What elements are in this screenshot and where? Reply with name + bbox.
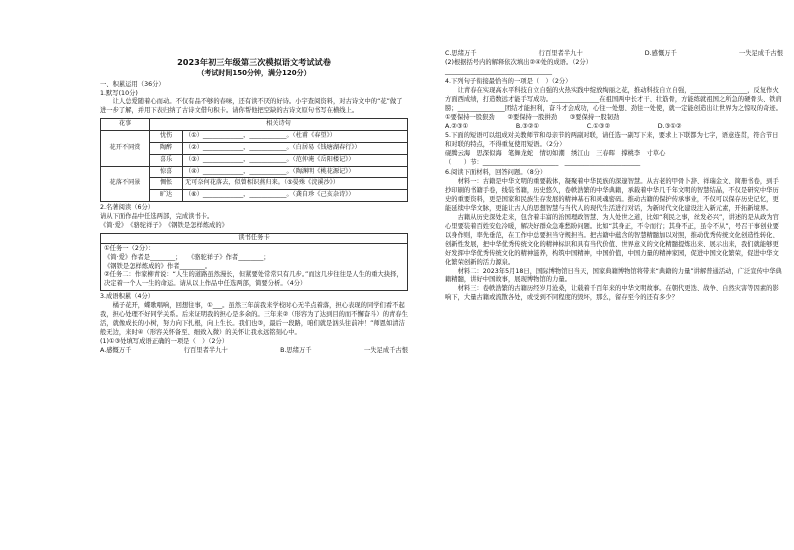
option: 一失足成千古恨 [363, 346, 408, 354]
q3-subquestion-2: (2)根据括号内的解释依次填出②④处的成语。（2分） [445, 58, 593, 66]
exam-title: 2023年初三年级第三次模拟语文考试试卷 [177, 57, 331, 67]
card-task1-line1: 《简·爱》作者是________； 《骆驼祥子》作者________； [104, 253, 270, 261]
exam-subtitle: （考试时间150分钟，满分120分） [197, 68, 311, 77]
option: D.③①② [657, 122, 682, 130]
table-cell-emotion: 忧伤 [150, 131, 183, 143]
answer-blank: __________________________________ [445, 67, 553, 75]
card-task1: ①任务一（2分）： [104, 244, 155, 252]
material-1-continued: 古籍从历史深处走来，包含着丰富的治国理政智慧、为人处世之道，比如“利民之事，丝发必兴”，讲述的是从政为官心里要装着百姓安危冷暖，解决好群众急难愁盼问题。比如“其身正，不令而行；其身不正，虽令不从”，号召干事创业要以身作则，率先垂范，在工作中总要担当守规担当。把古籍中蕴含的智慧精髓加以对照，推动优秀传统文化创造性转化、创新性发展，把中华优秀传统文化的精神标识和具有当代价值、世界意义的文化精髓提炼出来、展示出来，我们就能够更好发挥中华优秀传统文化的精神滋养，构筑中国精神，中国价值，中国力量的精神家园，促进中国文化繁荣，促进中华文化繁荣创新的活力源泉。 [445, 213, 779, 266]
option: C.①③② [586, 122, 611, 130]
q2-title: 2.名著阅读（6分） [100, 203, 155, 211]
option: B.思绪万千 [280, 346, 312, 354]
table-header: 花事 [101, 119, 150, 131]
table-header: 相关诗句 [150, 119, 408, 131]
table-cell-poem: （①）_____________，____________。（杜甫《春望》） [183, 131, 408, 143]
q5-words: 砚腾云海 思深似海 笔舞龙蛇 情切如潮 绣江山 三春晖 撑桃李 寸草心 [445, 150, 666, 158]
q3-paragraph: 橘子花开，蝶歌唱响，回想往事，①___。虽然三年前我来学校时心无半点着落，担心表现的同学们看不起我，担心处理不好同学关系。后来证明我的担心是多余的。三年来②（形容为了达到目的而不懈奋斗）的青春生活，就像成长的小树，努力向下扎根，向上生长。我们也③，最后一段路，咱们就是汹头往前冲！”师恩如清洁般无边，来时④（形容关怀备至、细致入微）的关怀让我永远铭刻心中。 [100, 302, 408, 337]
material-3: 材料三：卷帙浩繁的古籍历经岁月沧桑，让载着千百年来的中华文明故事。在朝代更迭、战争、自然灾害等因素的影响下，大量古籍或流散各处，或受到不同程度的毁坏，那么，留存至今的还有多少？ [445, 285, 779, 302]
q4-options [445, 123, 682, 132]
table-cell-poem: （④）_____________，____________。（陶渊明《桃花源记》） [183, 166, 408, 178]
card-task2: ②任务二：作家柳青说：“人生的道路虽然漫长，但紧要处常常只有几步。”而这几步往往是人生的重大抉择，决定着一个人一生的命运。请从以上作品中任选两部，简要分析。（4分） [104, 271, 403, 288]
q6-title: 6.阅读下面材料，回答问题。（8分） [445, 169, 547, 177]
table-cell-category: 花开不同赏 [101, 131, 150, 166]
option: A.感慨万千 [100, 346, 132, 354]
table-cell-poem: （③）_____________，____________。（范仲淹《岳阳楼记》） [183, 154, 408, 166]
q2-intro: 请从下面作品中任选两部，完成读书卡。 [100, 212, 214, 220]
q3-title: 3.成语积累（4分） [100, 293, 155, 301]
q4-title: 4.下列句子衔接最恰当的一项是（ ）（2分） [445, 77, 572, 85]
option: 一失足成千古恨 [738, 50, 783, 57]
q4-text: 让青春在实现高水平科技自立自强的火热实践中绽放绚丽之花，推动科技自立自强，__________________，反复作火方面西成绩，打造数远才能手写成功。_______________在祖国两中长才干、壮筋骨，方能练就祖国之所急的硬骨头、铁肩膀；_______________团结才能担利，奋斗才会成功，心往一处想、劲往一处使，就一定能创造出让世界为之惊叹的奇迹。 [445, 86, 782, 112]
q5-blank: （ ）节：________________________ ________________________ [445, 159, 641, 167]
q4-items: ①要保持一股狠劲 ②要保持一股拼劲 ③要保持一股韧劲 [445, 113, 620, 121]
left-column [100, 0, 408, 356]
poem-table [100, 118, 408, 202]
q5-text: 5.下面的短语可以组成对关教师节和母亲节的两副对联，请任选一副写下来，要求上下联都为七字，语意连贯，符合节日和对联的特点，不得重复使用短语。（2分） [445, 132, 779, 149]
card-task1-line2: 《钢铁是怎样炼成的》作者________。 [104, 262, 212, 270]
card-title: 读书任务卡 [101, 234, 407, 244]
option: D.感慨万千 [644, 50, 677, 57]
q1-title: 1.默写(10分) [100, 89, 138, 97]
table-cell-emotion: 惊喜 [150, 166, 183, 178]
table-cell-emotion: 陶醉 [150, 142, 183, 154]
table-cell-category: 花落不同景 [101, 166, 150, 201]
q1-intro: 让人总爱随着心而动。不仅有品不够的春味，还有读不厌的好诗。小宇查阅资料，对古诗文中的“花”做了进一步了解，并用下表归纳了古诗文借句积卡。请你帮他把空缺的古诗文原句书写在横线上。 [100, 98, 403, 115]
option: 行百里者半九十 [538, 50, 583, 57]
right-column [445, 50, 783, 303]
material-2: 材料二：2023年5月18日，国际博物馆日当天，国家典籍博物馆将带来“典籍的力量”讲解普通活动，广泛宣传中华典籍精髓，讲好中国故事，展现博物馆的力量。 [445, 267, 782, 284]
table-cell-poem: （⑥）_____________，____________。（龚自珍《己亥杂诗》） [183, 190, 408, 202]
q3-options-ab [100, 347, 408, 356]
table-row [101, 131, 408, 143]
table-row [101, 166, 408, 178]
material-1: 材料一：古籍是中华文明的重要载体，凝聚着中华民族的深邃智慧。从古老的甲骨卜辞、祥瑞金文、简册书卷，到手抄印刷的书籍手卷，线装书籍，历史悠久，卷帙浩繁的中华典籍，承载着中华几千年文明的智慧结晶，不仅是研究中华历史的重要资料，更是国家和民族生存发展的精神基石和灵魂密码。推动古籍的保护传承事业，不仅可以保存历史记忆，更能延续中华文脉，更能让古人的思想智慧与当代人的现代生活进行对话，为新时代文化建设注入新元素，开拓新境界。 [445, 178, 779, 212]
table-cell-emotion: 旷达 [150, 190, 183, 202]
section-heading: 一、积累运用（36分） [100, 80, 165, 88]
table-cell-emotion: 喜乐 [150, 154, 183, 166]
q2-books: 《简·爱》 《骆驼祥子》 《钢铁是怎样炼成的》 [100, 221, 228, 229]
option: B.③②① [515, 122, 540, 130]
reading-task-card [100, 233, 408, 292]
table-cell-poem: （②）_____________，____________。（白居易《钱塘湖春行》） [183, 142, 408, 154]
table-cell-poem: 无可奈何花落去，似曾相识燕归来。（⑤晏殊《浣溪沙》） [183, 178, 408, 190]
table-cell-emotion: 惆怅 [150, 178, 183, 190]
q3-options-cd [445, 50, 783, 59]
option: A.②③① [445, 122, 469, 130]
q3-subquestion: (1)①③处填写成语正确的一项是（ ）（2分） [100, 338, 229, 346]
option: 行百里者半九十 [183, 346, 228, 354]
option: C.思绪万千 [445, 50, 477, 57]
